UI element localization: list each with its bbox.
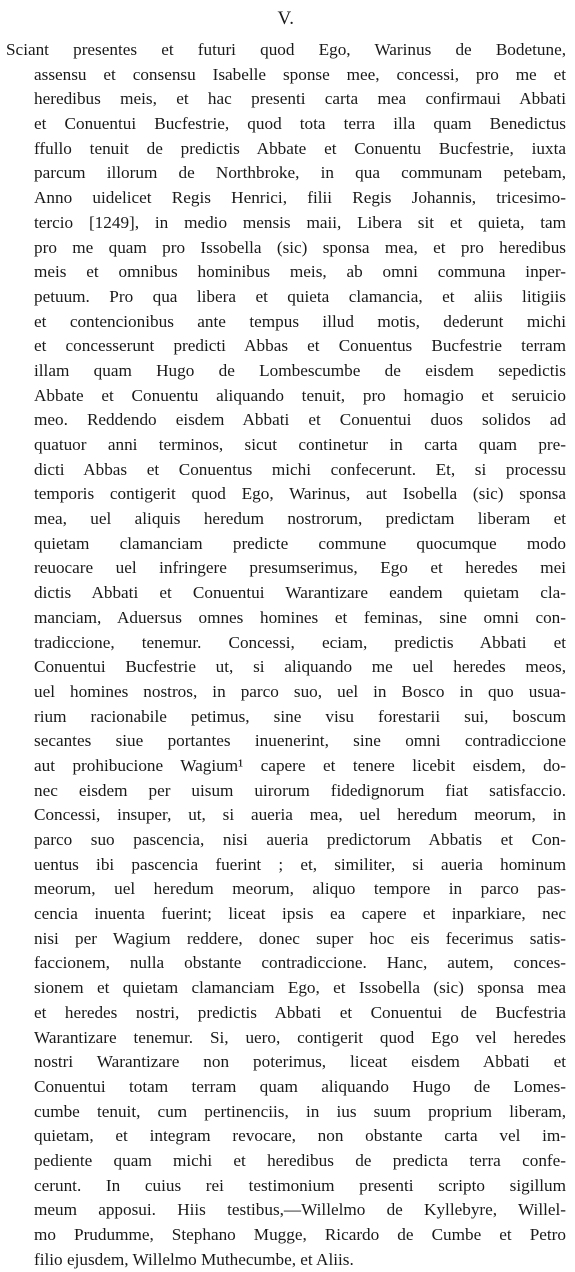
- text-line: Abbate et Conuentu aliquando tenuit, pro homagio et seruicio: [34, 385, 566, 405]
- text-line: et concesserunt predicti Abbas et Conuentus Bucfestrie terram: [34, 336, 566, 356]
- text-line: aut prohibucione Wagium¹ capere et tenere licebit eisdem, do-: [34, 755, 566, 775]
- text-line: uel homines nostros, in parco suo, uel in Bosco in quo usua-: [34, 681, 566, 701]
- text-line: parco suo pascencia, nisi aueria predictorum Abbatis et Con-: [34, 830, 566, 849]
- text-line: et heredes nostri, predictis Abbati et Conuentui de Bucfestria: [34, 1002, 566, 1022]
- text-line: dicti Abbas et Conuentus michi confecerunt. Et, si processu: [34, 459, 566, 479]
- text-line: reuocare uel infringere presumserimus, Ego et heredes mei: [34, 558, 566, 578]
- text-line: meis et omnibus hominibus meis, ab omni communa inper-: [34, 262, 566, 282]
- charter-number-heading: V.: [277, 8, 295, 29]
- text-line: petuum. Pro qua libera et quieta clamancia, et aliis litigiis: [34, 286, 566, 306]
- text-line: meorum, uel heredum meorum, aliquo tempore in parco pas-: [34, 879, 566, 899]
- text-line: meum apposui. Hiis testibus,—Willelmo de Kyllebyre, Willel-: [34, 1200, 566, 1220]
- text-line: ffullo tenuit de predictis Abbate et Conuentu Bucfestrie, iuxta: [34, 138, 566, 158]
- text-line: parcum illorum de Northbroke, in qua communam petebam,: [34, 163, 566, 183]
- text-line: cerunt. In cuius rei testimonium presenti scripto sigillum: [34, 1175, 566, 1195]
- text-line: rium racionabile petimus, sine visu forestarii sui, boscum: [34, 706, 566, 726]
- text-line: et Conuentui Bucfestrie, quod tota terra illa quam Benedictus: [34, 114, 566, 134]
- text-line: pro me quam pro Issobella (sic) sponsa mea, et pro heredibus: [34, 237, 566, 257]
- text-line: mo Prudumme, Stephano Mugge, Ricardo de Cumbe et Petro: [34, 1225, 566, 1244]
- text-line: tradiccione, tenemur. Concessi, eciam, predictis Abbati et: [34, 632, 566, 652]
- text-line: illam quam Hugo de Lombescumbe de eisdem sepedictis: [34, 360, 566, 380]
- text-line: heredibus meis, et hac presenti carta mea confirmaui Abbati: [34, 89, 566, 109]
- text-line: meo. Reddendo eisdem Abbati et Conuentui duos solidos ad: [34, 410, 566, 430]
- text-line: dictis Abbati et Conuentui Warantizare eandem quietam cla-: [34, 583, 566, 603]
- text-line: Anno uidelicet Regis Henrici, filii Regis Johannis, tricesimo-: [34, 188, 566, 208]
- text-line: nisi per Wagium reddere, donec super hoc eis fecerimus satis-: [34, 928, 566, 948]
- text-line: assensu et consensu Isabelle sponse mee, concessi, pro me et: [34, 64, 566, 84]
- text-line: manciam, Aduersus omnes homines et feminas, sine omni con-: [34, 607, 566, 627]
- text-line: nec eisdem per uisum uirorum fidedignorum fiat satisfaccio.: [34, 780, 566, 800]
- text-line: Warantizare tenemur. Si, uero, contigerit quod Ego vel heredes: [34, 1027, 566, 1047]
- text-line: quietam clamanciam predicte commune quocumque modo: [34, 533, 566, 553]
- text-line: cumbe tenuit, cum pertinenciis, in ius suum proprium liberam,: [34, 1101, 566, 1121]
- text-line: Conuentui totam terram quam aliquando Hugo de Lomes-: [34, 1076, 566, 1096]
- text-line: quietam, et integram revocare, non obstante carta vel im-: [34, 1126, 566, 1146]
- text-line: quatuor anni terminos, sicut continetur in carta quam pre-: [34, 435, 566, 454]
- text-line: Conuentui Bucfestrie ut, si aliquando me uel heredes meos,: [34, 657, 566, 677]
- document-page: [6, 6, 566, 1272]
- text-line: tercio [1249], in medio mensis maii, Libera sit et quieta, tam: [34, 212, 566, 232]
- text-line: secantes siue portantes inuenerint, sine omni contradiccione: [34, 731, 566, 751]
- text-line: sionem et quietam clamanciam Ego, et Issobella (sic) sponsa mea: [34, 978, 566, 998]
- text-line: Sciant presentes et futuri quod Ego, Warinus de Bodetune,: [6, 40, 566, 59]
- text-line: nostri Warantizare non poterimus, liceat eisdem Abbati et: [34, 1052, 566, 1072]
- text-line: faccionem, nulla obstante contradiccione. Hanc, autem, conces-: [34, 953, 566, 973]
- text-line: pediente quam michi et heredibus de predicta terra confe-: [34, 1150, 566, 1170]
- text-line: uentus ibi pascencia fuerint ; et, similiter, si aueria hominum: [34, 854, 566, 874]
- text-line: Concessi, insuper, ut, si aueria mea, uel heredum meorum, in: [34, 805, 566, 825]
- text-line: cencia inuenta fuerint; liceat ipsis ea capere et inparkiare, nec: [34, 904, 566, 924]
- text-line: mea, uel aliquis heredum nostrorum, predictam liberam et: [34, 509, 566, 529]
- text-line: filio ejusdem, Willelmo Muthecumbe, et Aliis.: [34, 1249, 354, 1269]
- text-line: et contencionibus ante tempus illud motis, dederunt michi: [34, 311, 566, 331]
- text-line: temporis contigerit quod Ego, Warinus, aut Isobella (sic) sponsa: [34, 484, 566, 504]
- charter-text: [6, 38, 566, 1272]
